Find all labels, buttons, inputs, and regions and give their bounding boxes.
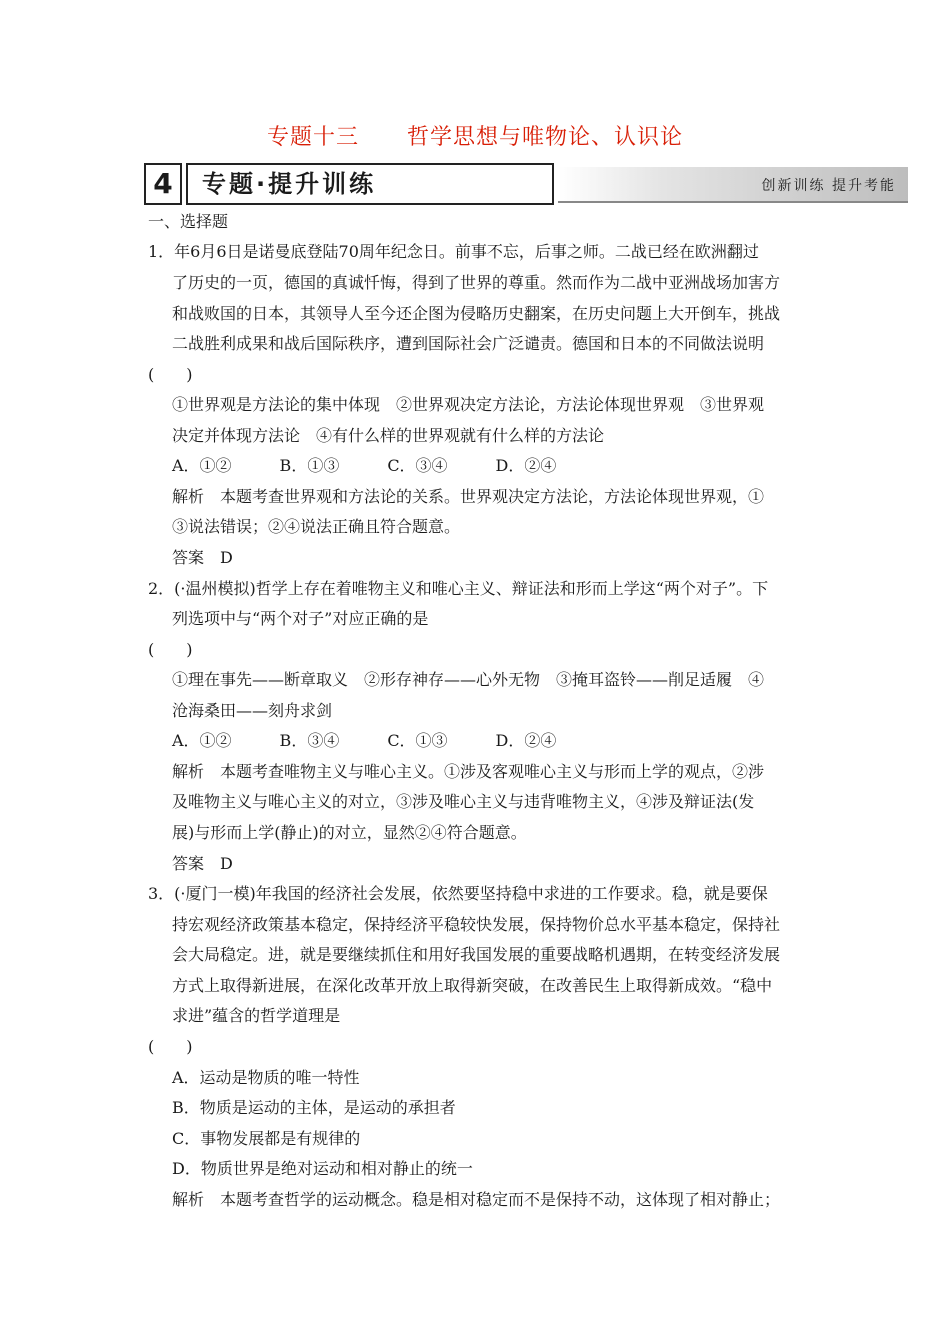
- answer-line: 答案 D: [172, 548, 233, 567]
- analysis-line: ③说法错误；②④说法正确且符合题意。: [172, 517, 461, 536]
- text-line: 方式上取得新进展，在深化改革开放上取得新突破，在改善民生上取得新成效。“稳中: [172, 976, 773, 995]
- options-line: A．①② B．③④ C．①③ D．②④: [172, 731, 557, 750]
- statement-line: ①世界观是方法论的集中体现 ②世界观决定方法论，方法论体现世界观 ③世界观: [172, 395, 765, 414]
- analysis-line: 解析 本题考查世界观和方法论的关系。世界观决定方法论，方法论体现世界观，①: [172, 487, 765, 506]
- option-b: B．物质是运动的主体，是运动的承担者: [172, 1098, 456, 1117]
- answer-line: 答案 D: [172, 854, 233, 873]
- question-2-stem: 2．(·温州模拟)哲学上存在着唯物主义和唯心主义、辩证法和形而上学这“两个对子”。下: [148, 579, 769, 598]
- text-line: 二战胜利成果和战后国际秩序，遭到国际社会广泛谴责。德国和日本的不同做法说明: [172, 334, 765, 353]
- text-line: 会大局稳定。进，就是要继续抓住和用好我国发展的重要战略机遇期，在转变经济发展: [172, 945, 781, 964]
- answer-blank: ( ): [148, 1037, 193, 1056]
- option-c: C．事物发展都是有规律的: [172, 1129, 361, 1148]
- option-a: A．运动是物质的唯一特性: [172, 1068, 360, 1087]
- question-3-stem: 3．(·厦门一模)年我国的经济社会发展，依然要坚持稳中求进的工作要求。稳，就是要保: [148, 884, 768, 903]
- statement-line: 决定并体现方法论 ④有什么样的世界观就有什么样的方法论: [172, 426, 605, 445]
- title-topic-number: 专题十三: [266, 125, 359, 150]
- text-line: 了历史的一页，德国的真诚忏悔，得到了世界的尊重。然而作为二战中亚洲战场加害方: [172, 273, 781, 292]
- statement-line: ①理在事先——断章取义 ②形存神存——心外无物 ③掩耳盗铃——削足适履 ④: [172, 670, 765, 689]
- analysis-line: 展)与形而上学(静止)的对立，显然②④符合题意。: [172, 823, 527, 842]
- question-1-stem: 1．年6月6日是诺曼底登陆70周年纪念日。前事不忘，后事之师。二战已经在欧洲翻过: [148, 242, 759, 261]
- options-line: A．①② B．①③ C．③④ D．②④: [172, 456, 557, 475]
- banner-slogan: 创新训练 提升考能: [761, 178, 896, 194]
- banner-number: 4: [144, 163, 182, 205]
- text-line: 求进”蕴含的哲学道理是: [172, 1006, 341, 1025]
- banner-label: 专题·提升训练: [186, 163, 554, 205]
- text-line: 持宏观经济政策基本稳定，保持经济平稳较快发展，保持物价总水平基本稳定，保持社: [172, 915, 781, 934]
- section-heading: 一、选择题: [148, 212, 229, 231]
- analysis-line: 及唯物主义与唯心主义的对立，③涉及唯心主义与违背唯物主义，④涉及辩证法(发: [172, 792, 755, 811]
- text-line: 和战败国的日本，其领导人至今还企图为侵略历史翻案，在历史问题上大开倒车，挑战: [172, 304, 781, 323]
- analysis-line: 解析 本题考查唯物主义与唯心主义。①涉及客观唯心主义与形而上学的观点，②涉: [172, 762, 765, 781]
- statement-line: 沧海桑田——刻舟求剑: [172, 701, 333, 720]
- text-line: 列选项中与“两个对子”对应正确的是: [172, 609, 429, 628]
- banner-bar: [558, 167, 908, 203]
- page-title: [0, 120, 950, 151]
- section-banner: [144, 163, 908, 205]
- answer-blank: ( ): [148, 365, 193, 384]
- analysis-line: 解析 本题考查哲学的运动概念。稳是相对稳定而不是保持不动，这体现了相对静止；: [172, 1190, 781, 1209]
- answer-blank: ( ): [148, 640, 193, 659]
- option-d: D．物质世界是绝对运动和相对静止的统一: [172, 1159, 473, 1178]
- title-topic-name: 哲学思想与唯物论、认识论: [407, 125, 684, 150]
